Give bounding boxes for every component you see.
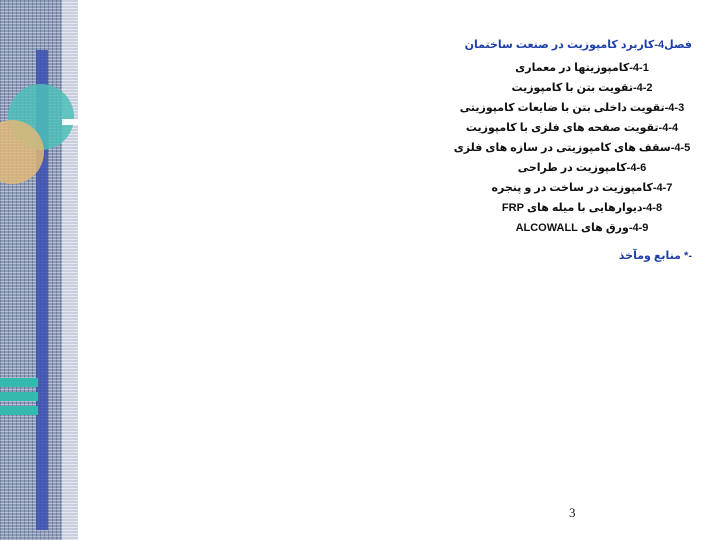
toc-item: 4-9-ورق های ALCOWALL <box>515 222 649 234</box>
toc-item: 4-3-تقویت داخلی بتن با ضایعات کامپوزیتی <box>459 102 685 114</box>
decorative-teal-strip <box>0 378 38 387</box>
toc-item: 4-6-کامپوزیت در طراحی <box>517 162 647 174</box>
decorative-teal-strip <box>0 406 38 415</box>
references-heading: -* منابع ومآخذ <box>618 250 692 262</box>
toc-item: 4-4-تقویت صفحه های فلزی با کامپوزیت <box>465 122 679 134</box>
toc-item: 4-8-دیوارهایی با میله های FRP <box>501 202 663 214</box>
decorative-side-strip <box>62 0 78 540</box>
toc-item: 4-1-کامپوزیتها در معماری <box>515 62 649 74</box>
table-of-contents <box>172 38 692 273</box>
toc-item: 4-7-کامپوزیت در ساخت در و پنجره <box>491 182 673 194</box>
page-number: 3 <box>569 505 576 520</box>
decorative-teal-strip <box>0 392 38 401</box>
toc-item: 4-5-سقف های کامپوزیتی در سازه های فلزی <box>453 142 691 154</box>
chapter-title: فصل4-کاربرد کامپوزیت در صنعت ساختمان <box>464 39 692 51</box>
decorative-divider <box>62 119 84 125</box>
decorative-side-band <box>0 0 62 540</box>
toc-item: 4-2-تقویت بتن با کامپوزیت <box>511 82 653 94</box>
